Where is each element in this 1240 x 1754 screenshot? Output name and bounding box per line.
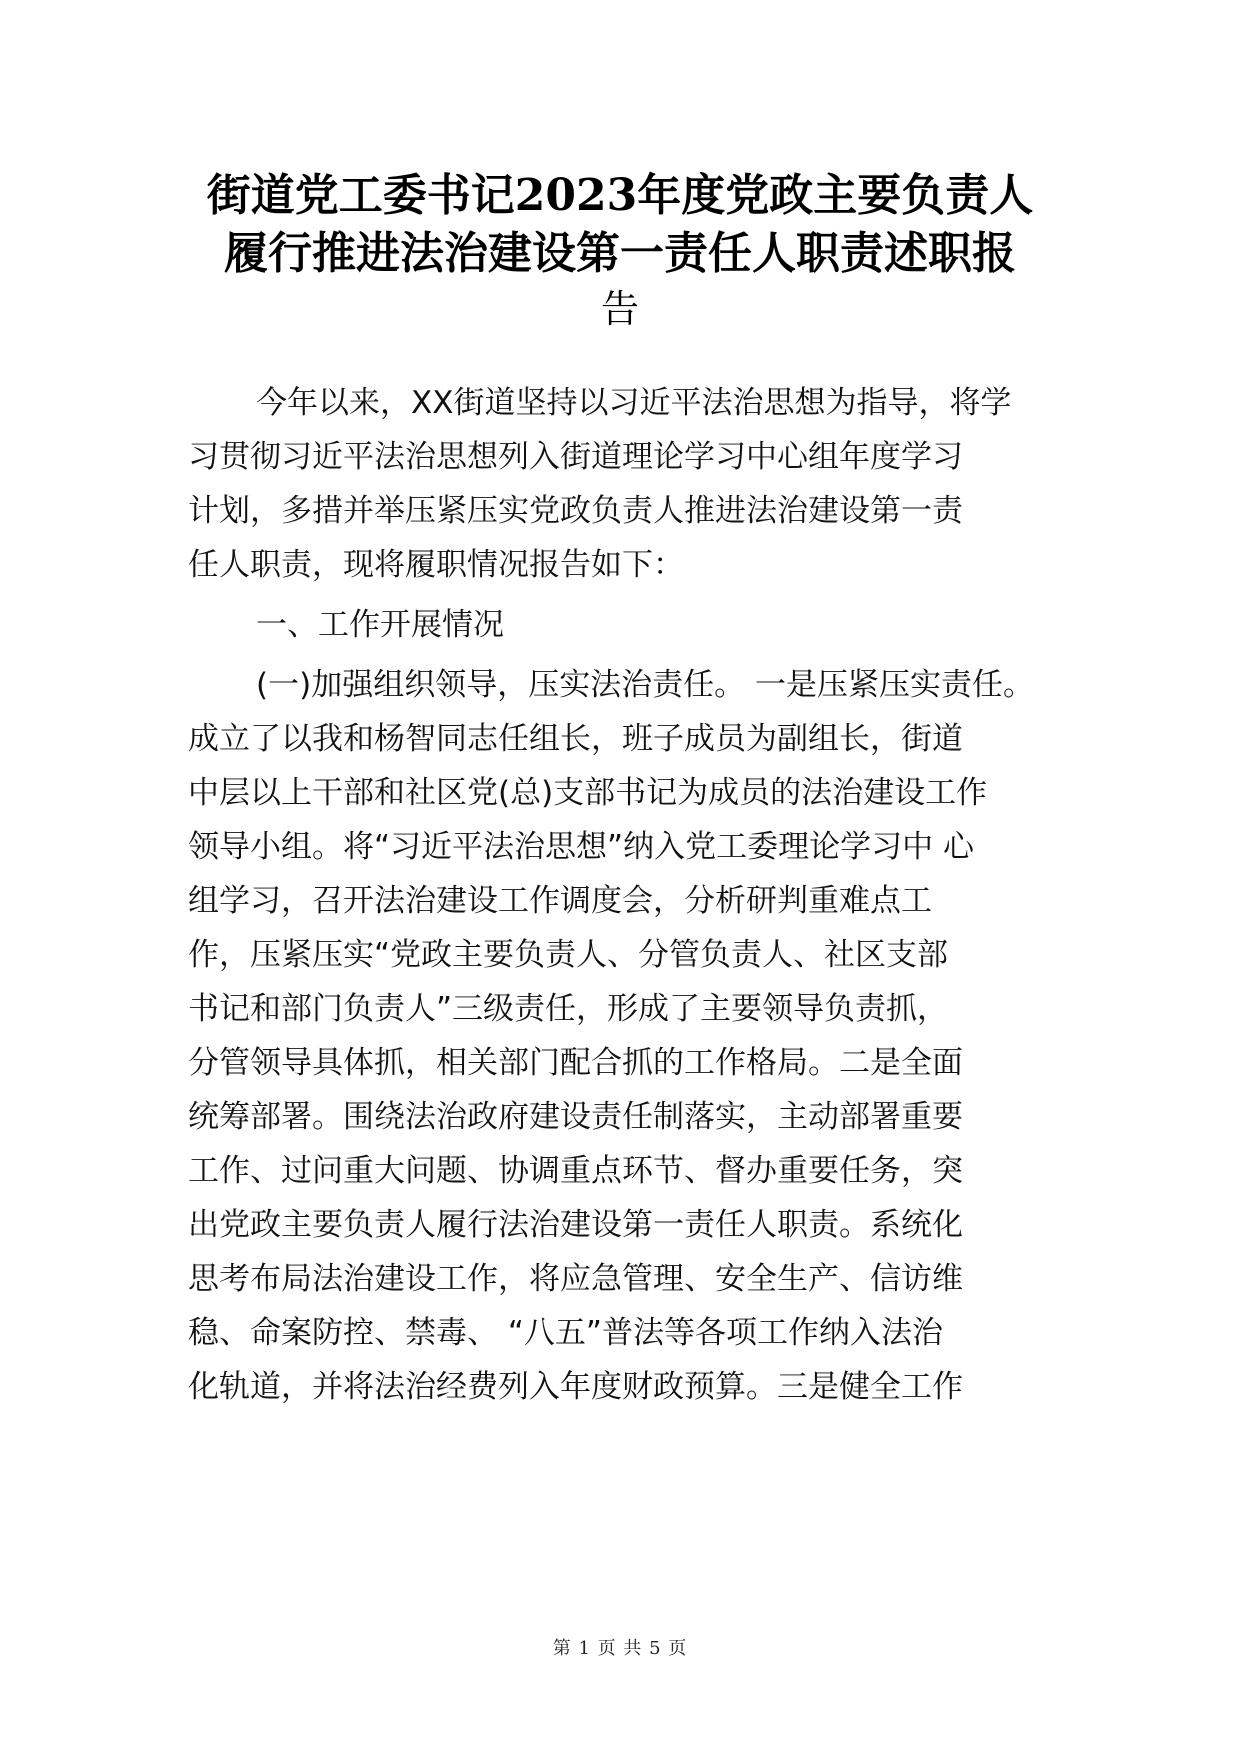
body-line-10: 组学习，召开法治建设工作调度会，分析研判重难点工 xyxy=(188,883,932,919)
body-line-15: 工作、过问重大问题、协调重点环节、督办重要任务，突 xyxy=(188,1153,963,1189)
body-line-13: 分管领导具体抓，相关部门配合抓的工作格局。二是全面 xyxy=(188,1045,963,1081)
body-line-1: 今年以来，XX街道坚持以习近平法治思想为指导，将学 xyxy=(256,385,1012,421)
document-title-line-1: 街道党工委书记2023年度党政主要负责人 xyxy=(206,170,1034,221)
document-body xyxy=(188,376,1068,1414)
page-number-footer: 第 1 页 共 5 页 xyxy=(552,1638,688,1659)
body-line-7: 成立了以我和杨智同志任组长，班子成员为副组长，街道 xyxy=(188,721,963,757)
body-line-4: 任人职责，现将履职情况报告如下： xyxy=(188,547,684,583)
document-title-line-3: 告 xyxy=(600,287,639,331)
body-line-16: 出党政主要负责人履行法治建设第一责任人职责。系统化 xyxy=(188,1207,963,1243)
body-line-18: 稳、命案防控、禁毒、 “八五”普法等各项工作纳入法治 xyxy=(188,1315,943,1351)
body-line-17: 思考布局法治建设工作，将应急管理、安全生产、信访维 xyxy=(188,1261,963,1297)
body-line-9: 领导小组。将“习近平法治思想”纳入党工委理论学习中 心 xyxy=(188,829,974,865)
body-line-2: 习贯彻习近平法治思想列入街道理论学习中心组年度学习 xyxy=(188,439,963,475)
document-title-line-2: 履行推进法治建设第一责任人职责述职报 xyxy=(224,228,1016,279)
body-line-6: (一)加强组织领导，压实法治责任。 一是压紧压实责任。 xyxy=(256,667,1035,703)
section-heading: 一、工作开展情况 xyxy=(256,607,504,643)
body-line-8: 中层以上干部和社区党(总)支部书记为成员的法治建设工作 xyxy=(188,775,988,811)
body-line-11: 作，压紧压实“党政主要负责人、分管负责人、社区支部 xyxy=(188,937,949,973)
body-line-19: 化轨道，并将法治经费列入年度财政预算。三是健全工作 xyxy=(188,1369,963,1405)
body-line-12: 书记和部门负责人”三级责任，形成了主要领导负责抓， xyxy=(188,991,949,1027)
body-line-14: 统筹部署。围绕法治政府建设责任制落实，主动部署重要 xyxy=(188,1099,963,1135)
body-line-3: 计划，多措并举压紧压实党政负责人推进法治建设第一责 xyxy=(188,493,963,529)
